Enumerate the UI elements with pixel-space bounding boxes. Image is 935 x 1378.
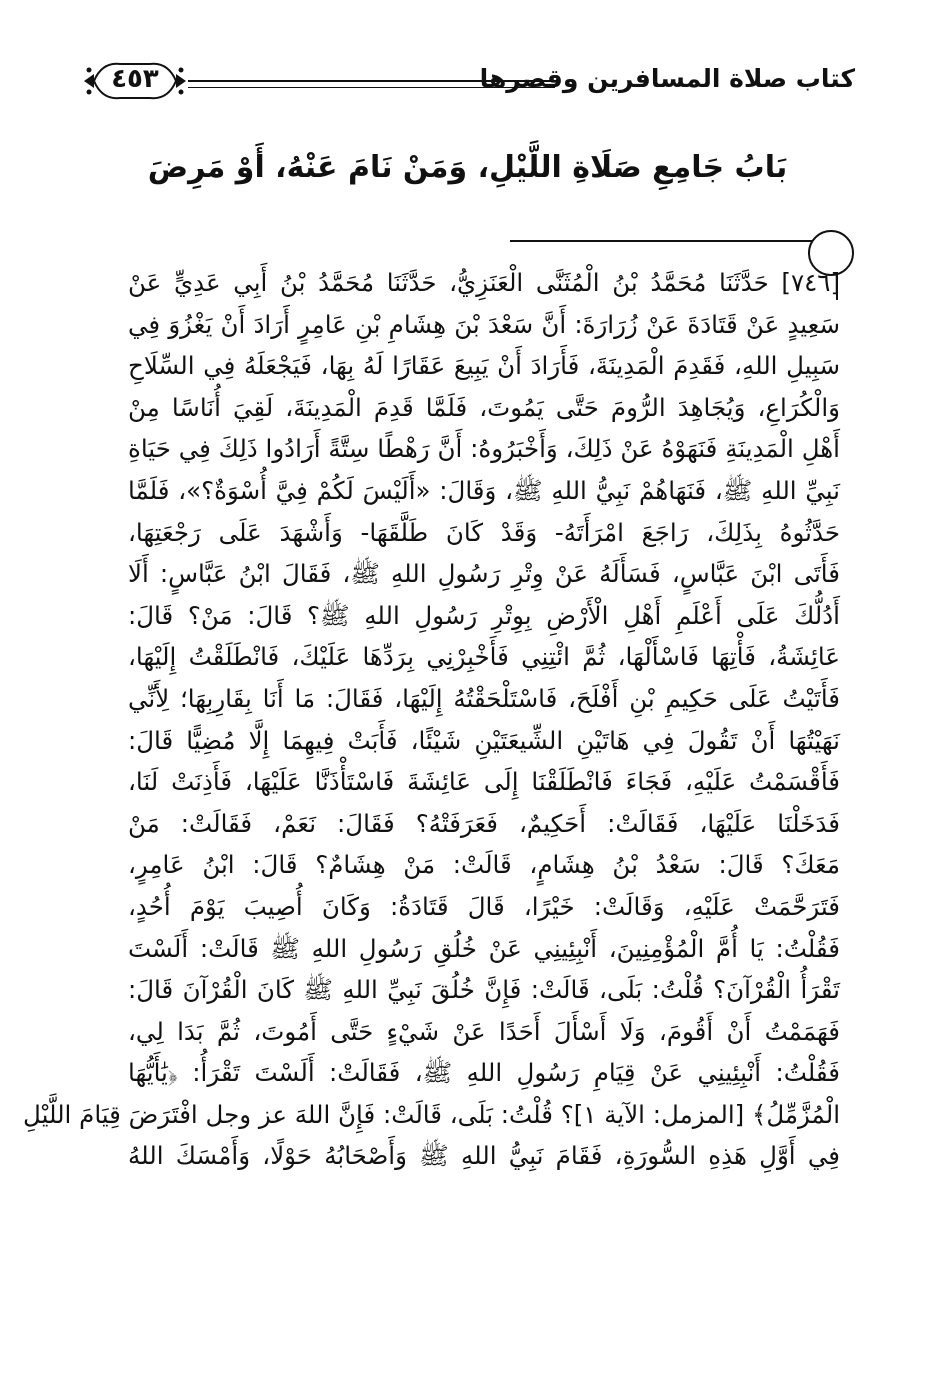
text-line: أَهْلِ الْمَدِينَةِ فَنَهَوْهُ عَنْ ذَلِكَ، وَأَخْبَرُوهُ: أَنَّ رَهْطًا سِتَّةً أَرَادُوا ذَلِكَ فِي حَيَاةِ xyxy=(128,434,840,464)
chapter-title: بَابُ جَامِعِ صَلَاةِ اللَّيْلِ، وَمَنْ نَامَ عَنْهُ، أَوْ مَرِضَ xyxy=(147,150,788,185)
text-line: فَهَمَمْتُ أَنْ أَقُومَ، وَلَا أَسْأَلَ أَحَدًا عَنْ شَيْءٍ حَتَّى أَمُوتَ، ثُمَّ بَدَا لِي، xyxy=(128,1016,840,1046)
text-line: عَائِشَةُ، فَأْتِهَا فَاسْأَلْهَا، ثُمَّ ائْتِنِي فَأَخْبِرْنِي بِرَدِّهَا عَلَيْكَ، فَانْطَلَقْتُ إِلَيْهَا، xyxy=(128,642,840,672)
text-line: سَعِيدٍ عَنْ قَتَادَةَ عَنْ زُرَارَةَ: أَنَّ سَعْدَ بْنَ هِشَامِ بْنِ عَامِرٍ أَرَادَ أَنْ يَغْزُوَ فِي xyxy=(128,309,840,339)
page-number: ٤٥٣ xyxy=(111,64,159,94)
page-header xyxy=(80,58,855,108)
text-line: نَهَيْتُهَا أَنْ تَقُولَ فِي هَاتَيْنِ الشِّيعَتَيْنِ شَيْئًا، فَأَبَتْ فِيهِمَا إِلَّا مُضِيًّا قَالَ: xyxy=(128,725,840,755)
text-line: حَدَّثُوهُ بِذَلِكَ، رَاجَعَ امْرَأَتَهُ- وَقَدْ كَانَ طَلَّقَهَا- وَأَشْهَدَ عَلَى رَجْعَتِهَا، xyxy=(128,517,840,547)
hadith-text xyxy=(23,262,840,1177)
text-line: سَبِيلِ اللهِ، فَقَدِمَ الْمَدِينَةَ، فَأَرَادَ أَنْ يَبِيعَ عَقَارًا لَهُ بِهَا، فَيَجْعَلَهُ فِي السِّلَاحِ xyxy=(128,351,840,381)
text-line: فَأَقْسَمْتُ عَلَيْهِ، فَجَاءَ فَانْطَلَقْنَا إِلَى عَائِشَةَ فَاسْتَأْذَنَّا عَلَيْهَا، فَأَذِنَتْ لَنَا، xyxy=(128,767,840,797)
text-line: فَقُلْتُ: أَنْبِئِينِي عَنْ قِيَامِ رَسُولِ اللهِ ﷺ، فَقَالَتْ: أَلَسْتَ تَقْرَأُ: ﴿يَٰأَيُّهَا xyxy=(128,1058,840,1088)
text-line: أَدُلُّكَ عَلَى أَعْلَمِ أَهْلِ الْأَرْضِ بِوِتْرِ رَسُولِ اللهِ ﷺ؟ قَالَ: مَنْ؟ قَالَ: xyxy=(128,600,840,630)
text-line: فِي أَوَّلِ هَذِهِ السُّورَةِ، فَقَامَ نَبِيُّ اللهِ ﷺ وَأَصْحَابُهُ حَوْلًا، وَأَمْسَكَ اللهُ xyxy=(128,1141,840,1171)
page-number-frame xyxy=(80,58,190,104)
text-line: [٧٤٦] حَدَّثَنَا مُحَمَّدُ بْنُ الْمُثَنَّى الْعَنَزِيُّ، حَدَّثَنَا مُحَمَّدُ بْنُ أَبِي عَدِيٍّ عَنْ xyxy=(128,268,840,297)
text-line: فَأَتَيْتُ عَلَى حَكِيمِ بْنِ أَفْلَحَ، فَاسْتَلْحَقْتُهُ إِلَيْهَا، فَقَالَ: مَا أَنَا بِقَارِبِهَا؛ لِأَنِّي xyxy=(128,683,840,713)
text-line: تَقْرَأُ الْقُرْآنَ؟ قُلْتُ: بَلَى، قَالَتْ: فَإِنَّ خُلُقَ نَبِيِّ اللهِ ﷺ كَانَ الْقُرْآنَ قَالَ: xyxy=(128,975,840,1005)
text-line: نَبِيِّ اللهِ ﷺ، فَنَهَاهُمْ نَبِيُّ اللهِ ﷺ، وَقَالَ: «أَلَيْسَ لَكُمْ فِيَّ أُسْوَةٌ؟»، فَلَمَّا xyxy=(128,475,840,505)
text-line: فَأَتَى ابْنَ عَبَّاسٍ، فَسَأَلَهُ عَنْ وِتْرِ رَسُولِ اللهِ ﷺ، فَقَالَ ابْنُ عَبَّاسٍ: أَلَا xyxy=(128,559,840,589)
text-line: الْمُزَّمِّلُ﴾ [المزمل: الآية ١]؟ قُلْتُ: بَلَى، قَالَتْ: فَإِنَّ اللهَ عز وجل افْتَرَضَ قِيَامَ اللَّيْلِ xyxy=(23,1099,840,1129)
text-line: فَدَخَلْنَا عَلَيْهَا، فَقَالَتْ: أَحَكِيمٌ، فَعَرَفَتْهُ؟ فَقَالَ: نَعَمْ، فَقَالَتْ: مَنْ xyxy=(128,808,840,838)
text-line: فَقُلْتُ: يَا أُمَّ الْمُؤْمِنِينَ، أَنْبِئِينِي عَنْ خُلُقِ رَسُولِ اللهِ ﷺ قَالَتْ: أَلَسْتَ xyxy=(128,933,840,963)
text-line: وَالْكُرَاعِ، وَيُجَاهِدَ الرُّومَ حَتَّى يَمُوتَ، فَلَمَّا قَدِمَ الْمَدِينَةَ، لَقِيَ أُنَاسًا مِنْ xyxy=(128,392,840,422)
running-header-title: كتاب صلاة المسافرين وقصرها xyxy=(479,64,855,93)
text-line: مَعَكَ؟ قَالَ: سَعْدُ بْنُ هِشَامٍ، قَالَتْ: مَنْ هِشَامٌ؟ قَالَ: ابْنُ عَامِرٍ، xyxy=(128,850,840,880)
text-line: فَتَرَحَّمَتْ عَلَيْهِ، وَقَالَتْ: خَيْرًا، قَالَ قَتَادَةُ: وَكَانَ أُصِيبَ يَوْمَ أُحُدٍ، xyxy=(128,891,840,921)
frame-rule xyxy=(510,240,830,246)
header-rule xyxy=(188,80,555,88)
